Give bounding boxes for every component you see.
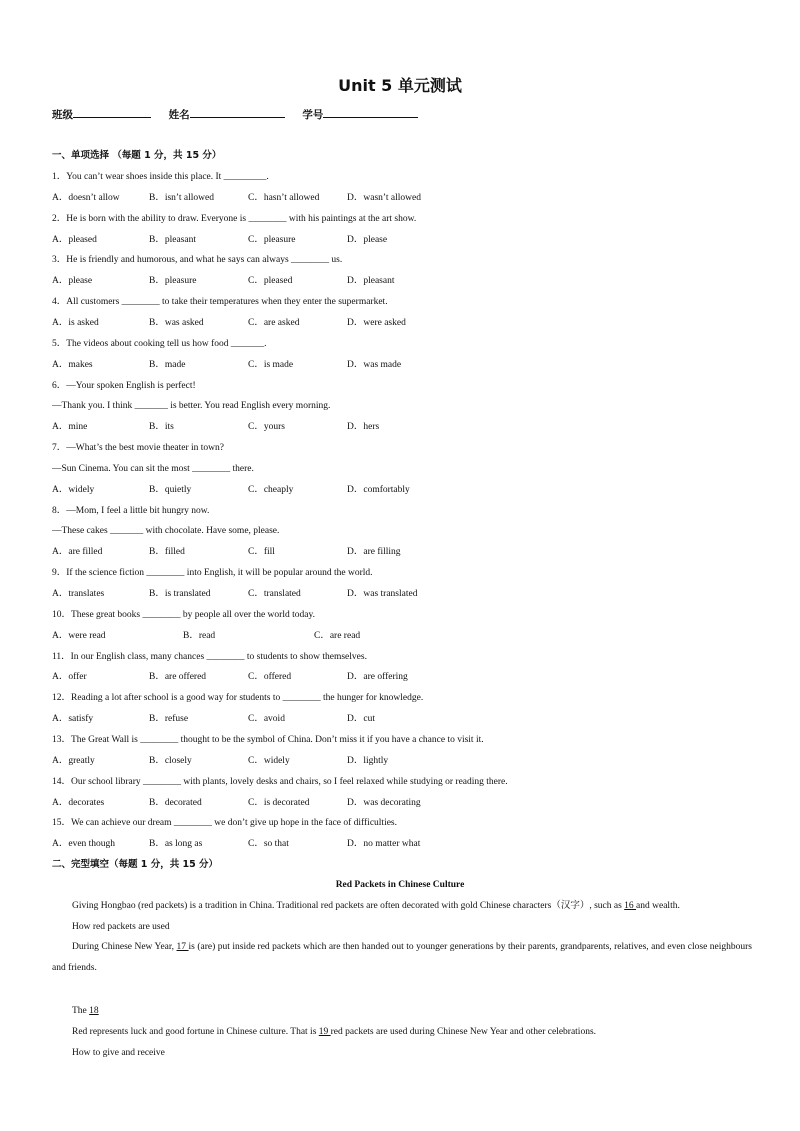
option-a[interactable]: A．even though bbox=[52, 839, 116, 849]
passage-paragraph-1 bbox=[72, 900, 680, 912]
passage-heading-give-receive: How to give and receive bbox=[72, 1048, 165, 1058]
option-c[interactable]: C．are asked bbox=[248, 318, 300, 328]
option-d[interactable]: D．lightly bbox=[347, 756, 389, 766]
option-a[interactable]: A．translates bbox=[52, 589, 105, 599]
paragraph-text: Red represents luck and good fortune in Chinese culture. That is bbox=[72, 1027, 319, 1037]
option-b[interactable]: B．as long as bbox=[149, 839, 203, 849]
blank-19: 19 bbox=[318, 1027, 331, 1037]
name-blank bbox=[190, 108, 285, 118]
question-stem: 1．You can’t wear shoes inside this place. It _________. bbox=[52, 172, 269, 182]
question-stem: 15．We can achieve our dream ________ we don’t give up hope in the face of difficulties. bbox=[52, 818, 397, 828]
option-c[interactable]: C．cheaply bbox=[248, 485, 294, 495]
option-d[interactable]: D．please bbox=[347, 235, 388, 245]
option-a[interactable]: A．is asked bbox=[52, 318, 99, 328]
option-b[interactable]: B．are offered bbox=[149, 672, 207, 682]
option-a[interactable]: A．satisfy bbox=[52, 714, 94, 724]
option-c[interactable]: C．is decorated bbox=[248, 798, 310, 808]
paragraph-text: and wealth. bbox=[636, 901, 680, 911]
option-a[interactable]: A．please bbox=[52, 276, 93, 286]
passage-paragraph-3 bbox=[72, 1026, 596, 1038]
option-c[interactable]: C．avoid bbox=[248, 714, 285, 724]
paragraph-text: red packets are used during Chinese New Year and other celebrations. bbox=[330, 1027, 597, 1037]
option-a[interactable]: A．offer bbox=[52, 672, 87, 682]
option-a[interactable]: A．are filled bbox=[52, 547, 103, 557]
option-d[interactable]: D．pleasant bbox=[347, 276, 395, 286]
option-b[interactable]: B．is translated bbox=[149, 589, 211, 599]
passage-heading-usage: How red packets are used bbox=[72, 922, 170, 932]
option-c[interactable]: C．offered bbox=[248, 672, 292, 682]
question-stem: 5．The videos about cooking tell us how food _______. bbox=[52, 339, 267, 349]
option-c[interactable]: C．widely bbox=[248, 756, 290, 766]
option-d[interactable]: D．wasn’t allowed bbox=[347, 193, 421, 203]
passage-heading-18 bbox=[72, 1005, 99, 1017]
page-title: Unit 5 单元测试 bbox=[338, 76, 462, 95]
option-a[interactable]: A．doesn’t allow bbox=[52, 193, 120, 203]
question-stem: 12．Reading a lot after school is a good way for students to ________ the hunger for knowledge. bbox=[52, 693, 424, 703]
question-stem: 3．He is friendly and humorous, and what he says can always ________ us. bbox=[52, 255, 343, 265]
option-b[interactable]: B．filled bbox=[149, 547, 185, 557]
option-c[interactable]: C．pleased bbox=[248, 276, 293, 286]
paragraph-text: The bbox=[72, 1006, 90, 1016]
option-c[interactable]: C．hasn’t allowed bbox=[248, 193, 320, 203]
option-a[interactable]: A．were read bbox=[52, 631, 106, 641]
question-stem: 14．Our school library ________ with plants, lovely desks and chairs, so I feel relaxed while studying or reading there. bbox=[52, 777, 508, 787]
option-d[interactable]: D．cut bbox=[347, 714, 375, 724]
option-d[interactable]: D．hers bbox=[347, 422, 380, 432]
option-d[interactable]: D．are filling bbox=[347, 547, 401, 557]
blank-17: 17 bbox=[176, 942, 189, 952]
question-stem: 9．If the science fiction ________ into English, it will be popular around the world. bbox=[52, 568, 373, 578]
option-c[interactable]: C．is made bbox=[248, 360, 294, 370]
question-dialogue-line: —Thank you. I think _______ is better. You read English every morning. bbox=[52, 401, 331, 411]
section-1-heading: 一、单项选择 （每题 1 分，共 15 分） bbox=[52, 150, 222, 161]
question-stem: 4．All customers ________ to take their temperatures when they enter the supermarket. bbox=[52, 297, 388, 307]
question-stem: 11．In our English class, many chances ________ to students to show themselves. bbox=[52, 652, 367, 662]
number-field bbox=[302, 107, 418, 122]
question-stem: 2．He is born with the ability to draw. Everyone is ________ with his paintings at the art show. bbox=[52, 214, 417, 224]
option-a[interactable]: A．decorates bbox=[52, 798, 105, 808]
option-a[interactable]: A．mine bbox=[52, 422, 88, 432]
option-b[interactable]: B．quietly bbox=[149, 485, 192, 495]
blank-18: 18 bbox=[89, 1006, 99, 1016]
option-a[interactable]: A．pleased bbox=[52, 235, 97, 245]
option-b[interactable]: B．pleasure bbox=[149, 276, 197, 286]
option-b[interactable]: B．refuse bbox=[149, 714, 189, 724]
name-field bbox=[169, 107, 285, 122]
option-a[interactable]: A．widely bbox=[52, 485, 95, 495]
option-a[interactable]: A．greatly bbox=[52, 756, 95, 766]
student-info-row bbox=[52, 107, 428, 122]
question-stem: 6．—Your spoken English is perfect! bbox=[52, 381, 196, 391]
option-b[interactable]: B．was asked bbox=[149, 318, 204, 328]
option-a[interactable]: A．makes bbox=[52, 360, 93, 370]
option-d[interactable]: D．no matter what bbox=[347, 839, 421, 849]
paragraph-text: is (are) put inside red packets which are then handed out to younger generations by their parents, grandparents, relatives, and even close neighbours and friends. bbox=[52, 942, 753, 973]
option-c[interactable]: C．are read bbox=[314, 631, 361, 641]
option-c[interactable]: C．pleasure bbox=[248, 235, 296, 245]
number-label: 学号 bbox=[302, 109, 324, 121]
option-c[interactable]: C．fill bbox=[248, 547, 275, 557]
option-b[interactable]: B．pleasant bbox=[149, 235, 196, 245]
section-2-heading: 二、完型填空（每题 1 分，共 15 分） bbox=[52, 859, 219, 870]
question-stem: 10．These great books ________ by people all over the world today. bbox=[52, 610, 315, 620]
question-dialogue-line: —Sun Cinema. You can sit the most ________ there. bbox=[52, 464, 254, 474]
option-c[interactable]: C．so that bbox=[248, 839, 289, 849]
question-dialogue-line: —These cakes _______ with chocolate. Have some, please. bbox=[52, 526, 280, 536]
option-b[interactable]: B．closely bbox=[149, 756, 192, 766]
blank-16: 16 bbox=[624, 901, 637, 911]
paragraph-text: During Chinese New Year, bbox=[72, 942, 177, 952]
class-field bbox=[52, 107, 151, 122]
option-b[interactable]: B．its bbox=[149, 422, 174, 432]
option-d[interactable]: D．was translated bbox=[347, 589, 418, 599]
question-stem: 7．—What’s the best movie theater in town? bbox=[52, 443, 225, 453]
option-b[interactable]: B．isn’t allowed bbox=[149, 193, 215, 203]
question-stem: 8．—Mom, I feel a little bit hungry now. bbox=[52, 506, 210, 516]
option-c[interactable]: C．translated bbox=[248, 589, 301, 599]
option-d[interactable]: D．was made bbox=[347, 360, 402, 370]
option-c[interactable]: C．yours bbox=[248, 422, 285, 432]
passage-title: Red Packets in Chinese Culture bbox=[335, 880, 465, 890]
option-d[interactable]: D．comfortably bbox=[347, 485, 410, 495]
number-blank bbox=[323, 108, 418, 118]
class-label: 班级 bbox=[52, 109, 73, 121]
question-stem: 13．The Great Wall is ________ thought to be the symbol of China. Don’t miss it if you have a chance to visit it. bbox=[52, 735, 484, 745]
option-d[interactable]: D．were asked bbox=[347, 318, 406, 328]
paragraph-text: Giving Hongbao (red packets) is a tradition in China. Traditional red packets are often decorated with gold Chinese characters（汉字）, such as bbox=[72, 901, 625, 911]
option-b[interactable]: B．decorated bbox=[149, 798, 202, 808]
class-blank bbox=[73, 108, 151, 118]
option-d[interactable]: D．was decorating bbox=[347, 798, 421, 808]
passage-paragraph-2 bbox=[52, 937, 752, 979]
option-d[interactable]: D．are offering bbox=[347, 672, 408, 682]
name-label: 姓名 bbox=[168, 109, 190, 121]
option-b[interactable]: B．made bbox=[149, 360, 186, 370]
option-b[interactable]: B．read bbox=[183, 631, 216, 641]
